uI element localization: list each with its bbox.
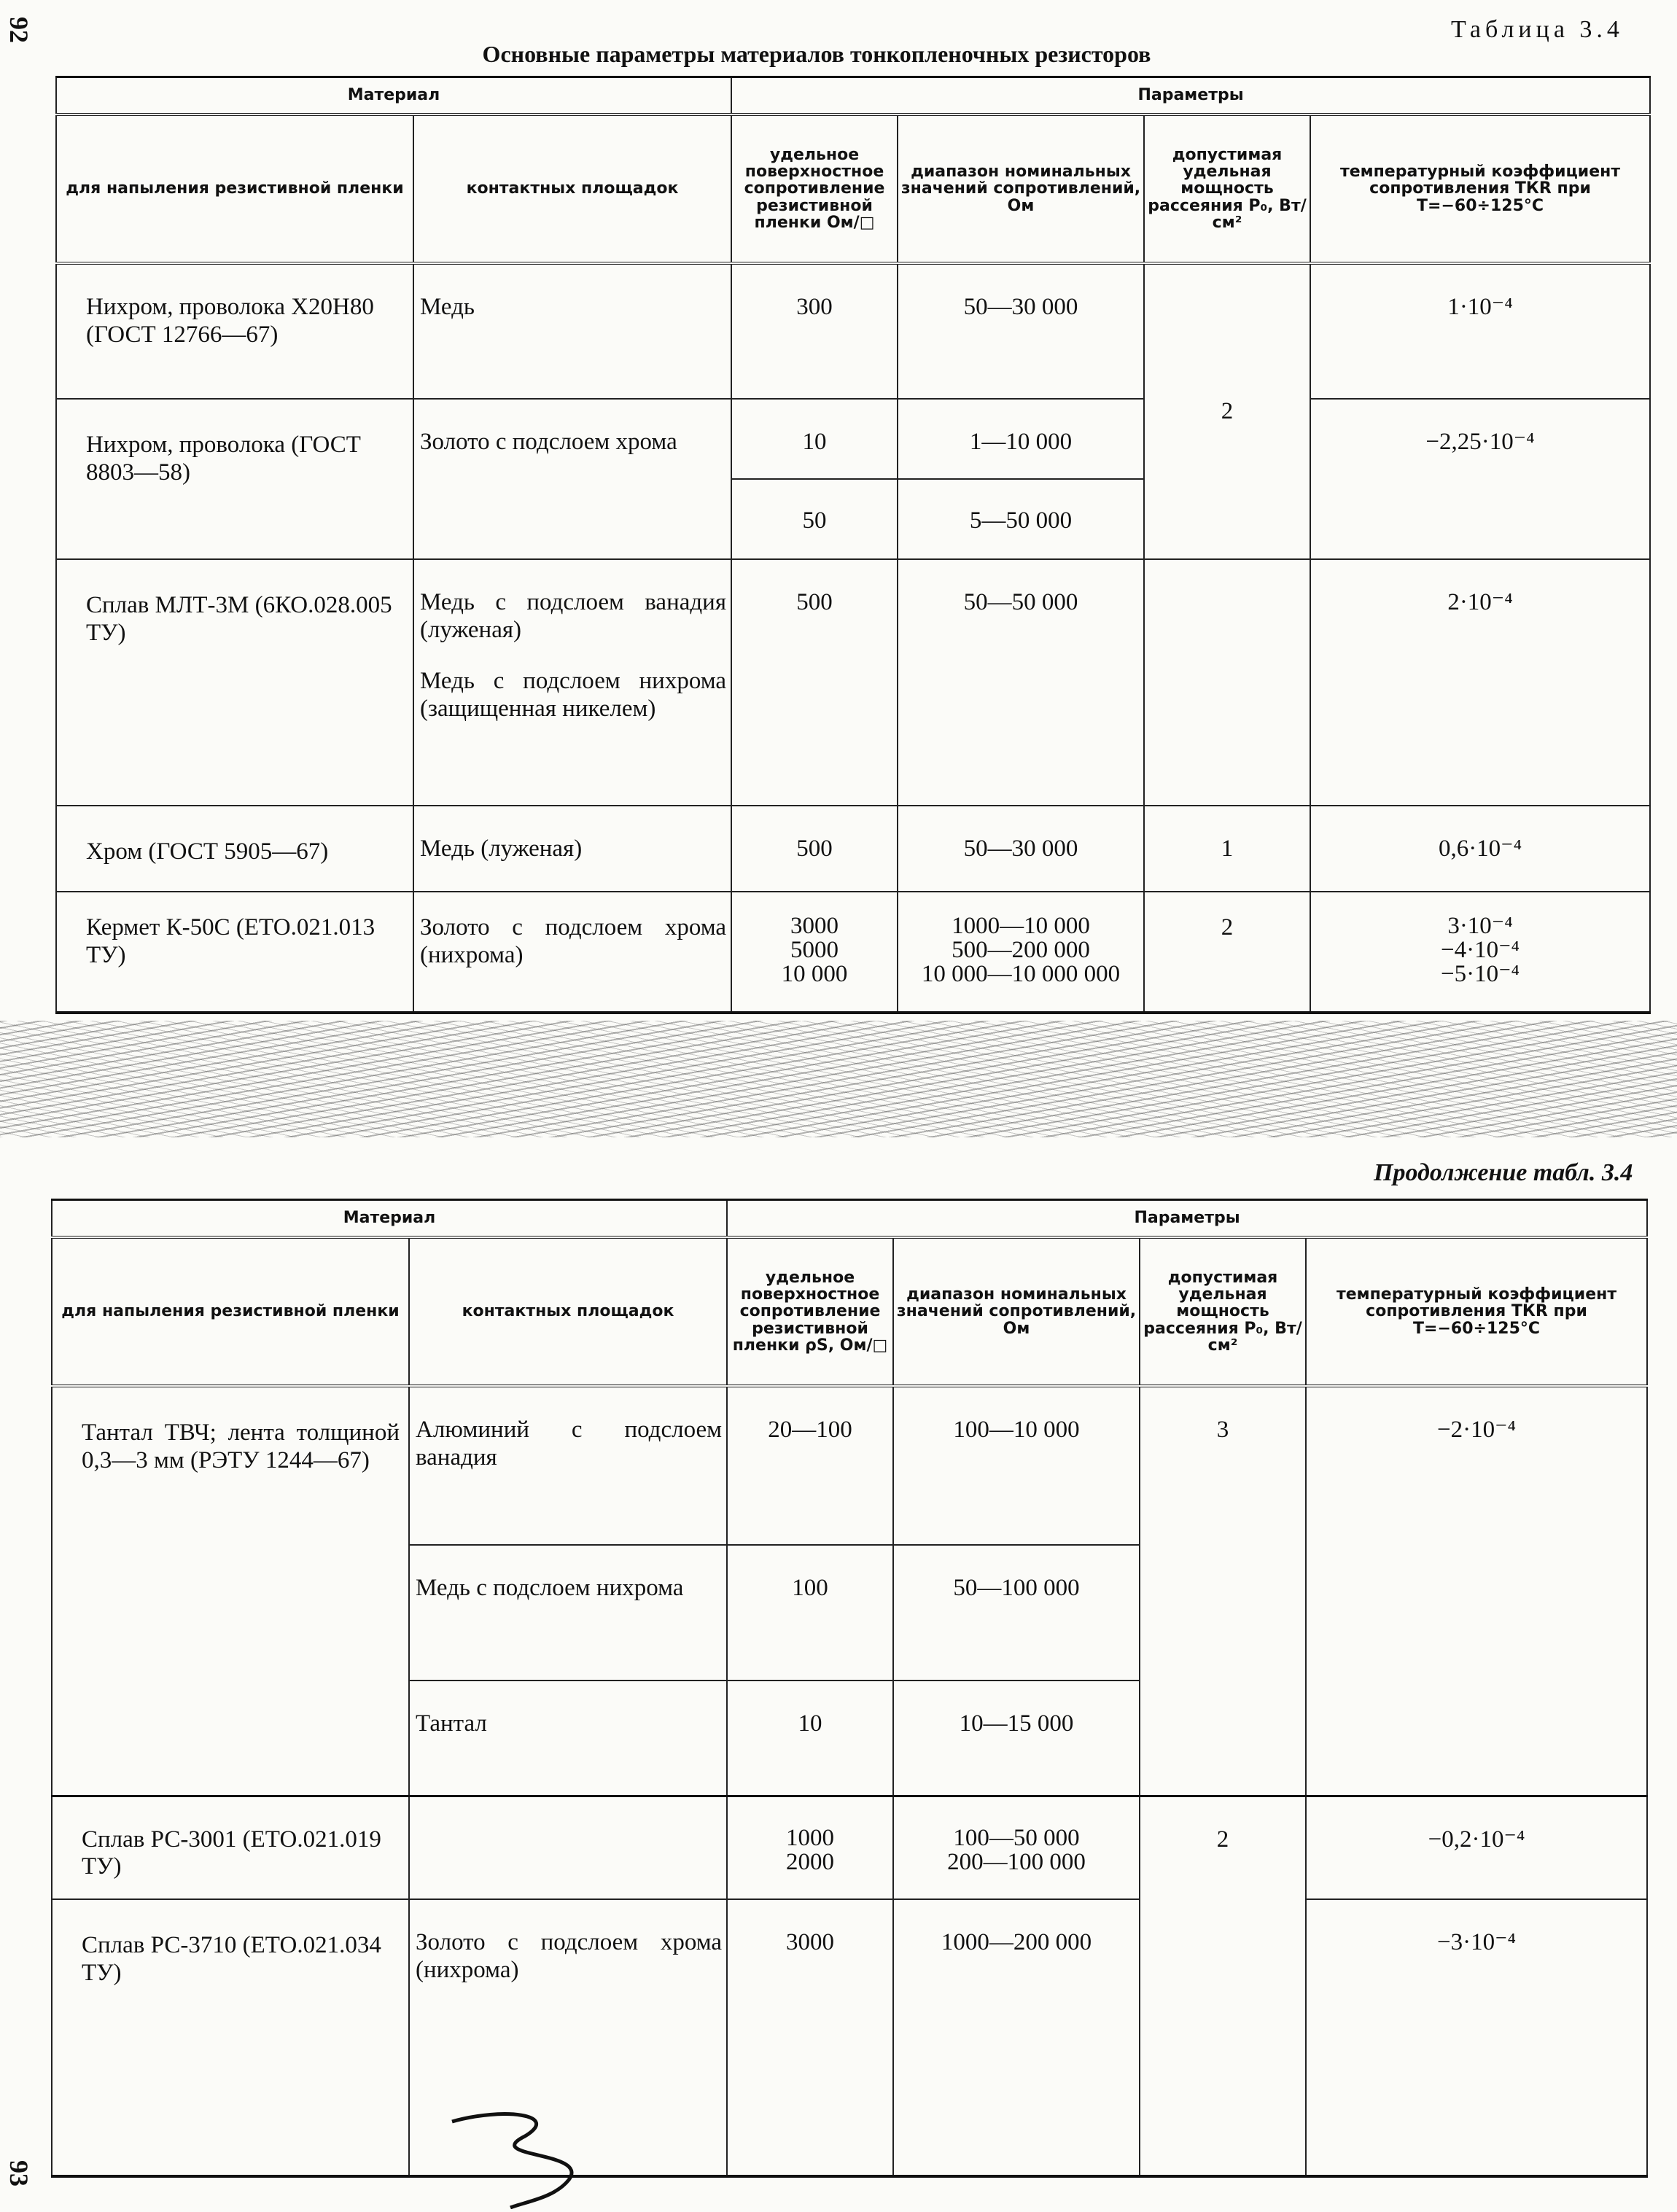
cell-range: 50—100 000 — [893, 1545, 1140, 1681]
table-label: Таблица 3.4 — [1451, 16, 1624, 43]
page-number: 92 — [4, 17, 34, 43]
cell-resistivity: 3000 — [727, 1899, 893, 2176]
cell-range: 1000—10 000 500—200 000 10 000—10 000 000 — [898, 892, 1144, 1013]
cell-contacts: Медь (луженая) — [413, 806, 731, 892]
continuation-label: Продолжение табл. 3.4 — [1374, 1159, 1633, 1186]
cell-contacts: Тантал — [409, 1681, 727, 1796]
cell-resistivity: 20—100 — [727, 1386, 893, 1545]
header-power: допустимая удельная мощность рассеяния P₀, Вт/см² — [1140, 1237, 1306, 1386]
cell-tcr: −0,2·10⁻⁴ — [1306, 1796, 1647, 1899]
cell-material: Кермет К-50С (ЕТО.021.013 ТУ) — [56, 892, 413, 1013]
header-resistivity: удельное поверхностное сопротивление резистивной пленки Ом/□ — [731, 114, 898, 263]
header-contacts: контактных площадок — [409, 1237, 727, 1386]
header-params: Параметры — [731, 77, 1650, 115]
cell-range: 1000—200 000 — [893, 1899, 1140, 2176]
contacts-variant-a: Медь с подслоем ванадия (луженая) — [420, 589, 727, 643]
cell-contacts-empty — [409, 1796, 727, 1899]
cell-tcr: 1·10⁻⁴ — [1310, 263, 1650, 399]
cell-resistivity: 300 — [731, 263, 898, 399]
cell-power: 2 — [1144, 263, 1310, 559]
header-range: диапазон номинальных значений сопротивлений, Ом — [893, 1237, 1140, 1386]
cell-range: 100—10 000 — [893, 1386, 1140, 1545]
table-title: Основные параметры материалов тонкопленочных резисторов — [482, 41, 1151, 67]
header-power: допустимая удельная мощность рассеяния P₀, Вт/см² — [1144, 114, 1310, 263]
cell-tcr: −2,25·10⁻⁴ — [1310, 399, 1650, 559]
cell-range: 1—10 000 — [898, 399, 1144, 479]
header-film: для напыления резистивной пленки — [56, 114, 413, 263]
cell-resistivity: 500 — [731, 559, 898, 806]
cell-contacts: Алюминий с подслоем ванадия — [409, 1386, 727, 1545]
cell-power: 1 — [1144, 806, 1310, 892]
header-tcr: температурный коэффициент сопротивления ТКR при T=−60÷125°C — [1306, 1237, 1647, 1386]
handwritten-squiggle — [437, 2100, 627, 2209]
cell-range: 50—50 000 — [898, 559, 1144, 806]
scan-noise-band — [0, 1021, 1677, 1137]
cell-material: Нихром, проволока Х20Н80 (ГОСТ 12766—67) — [56, 263, 413, 399]
cell-range: 50—30 000 — [898, 263, 1144, 399]
header-contacts: контактных площадок — [413, 114, 731, 263]
cell-material: Хром (ГОСТ 5905—67) — [56, 806, 413, 892]
cell-resistivity: 50 — [731, 479, 898, 559]
cell-power: 3 — [1140, 1386, 1306, 1796]
parameters-table — [55, 76, 1651, 1014]
cell-power: 2 — [1140, 1796, 1306, 2176]
cell-material: Нихром, проволока (ГОСТ 8803—58) — [56, 399, 413, 559]
cell-range: 100—50 000 200—100 000 — [893, 1796, 1140, 1899]
cell-resistivity: 100 — [727, 1545, 893, 1681]
page-number: 93 — [4, 2160, 34, 2186]
page-bottom — [0, 1137, 1677, 2212]
cell-material: Сплав РС-3710 (ЕТО.021.034 ТУ) — [52, 1899, 409, 2176]
cell-contacts: Медь с подслоем нихрома — [409, 1545, 727, 1681]
cell-tcr: 2·10⁻⁴ — [1310, 559, 1650, 806]
cell-resistivity: 10 — [727, 1681, 893, 1796]
cell-material: Сплав РС-3001 (ЕТО.021.019 ТУ) — [52, 1796, 409, 1899]
cell-tcr: −2·10⁻⁴ — [1306, 1386, 1647, 1796]
cell-power-empty — [1144, 559, 1310, 806]
cell-resistivity: 1000 2000 — [727, 1796, 893, 1899]
cell-power: 2 — [1144, 892, 1310, 1013]
cell-tcr: −3·10⁻⁴ — [1306, 1899, 1647, 2176]
cell-material: Сплав МЛТ-3М (6КО.028.005 ТУ) — [56, 559, 413, 806]
cell-material: Тантал ТВЧ; лента толщиной 0,3—3 мм (РЭТУ 1244—67) — [52, 1386, 409, 1796]
cell-contacts: Золото с подслоем хрома — [413, 399, 731, 559]
cell-resistivity: 10 — [731, 399, 898, 479]
cell-contacts: Золото с подслоем хрома (нихрома) — [409, 1899, 727, 2176]
parameters-table-continued — [51, 1199, 1648, 2178]
header-material: Материал — [56, 77, 731, 115]
cell-resistivity: 500 — [731, 806, 898, 892]
cell-tcr: 3·10⁻⁴ −4·10⁻⁴ −5·10⁻⁴ — [1310, 892, 1650, 1013]
cell-range: 50—30 000 — [898, 806, 1144, 892]
contacts-variant-b: Медь с подслоем нихрома (защищенная никелем) — [420, 667, 727, 722]
header-params: Параметры — [727, 1200, 1647, 1238]
cell-range: 5—50 000 — [898, 479, 1144, 559]
header-range: диапазон номинальных значений сопротивлений, Ом — [898, 114, 1144, 263]
header-resistivity: удельное поверхностное сопротивление резистивной пленки ρS, Ом/□ — [727, 1237, 893, 1386]
header-film: для напыления резистивной пленки — [52, 1237, 409, 1386]
cell-contacts — [413, 559, 731, 806]
cell-contacts: Золото с подслоем хрома (нихрома) — [413, 892, 731, 1013]
header-tcr: температурный коэффициент сопротивления ТКR при T=−60÷125°C — [1310, 114, 1650, 263]
cell-tcr: 0,6·10⁻⁴ — [1310, 806, 1650, 892]
cell-range: 10—15 000 — [893, 1681, 1140, 1796]
cell-contacts: Медь — [413, 263, 731, 399]
cell-resistivity: 3000 5000 10 000 — [731, 892, 898, 1013]
header-material: Материал — [52, 1200, 727, 1238]
